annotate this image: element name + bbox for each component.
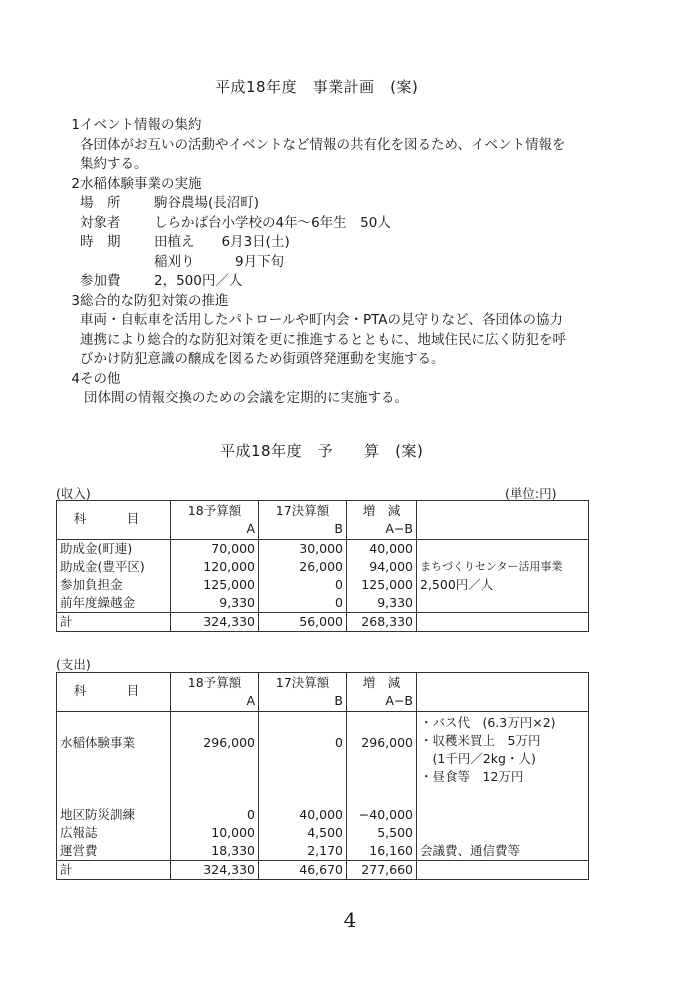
plan-item-3-body-line: 車両・自転車を活用したパトロールや町内会・PTAの見守りなど、各団体の協力 [80,312,564,328]
detail-value: 田植え 6月3日(土) [154,234,290,250]
table-row [57,594,589,613]
plan-item-4-heading [58,370,578,390]
cell-note [417,540,589,559]
cell-b: 56,000 [259,613,347,632]
plan-item-3-body-line: 連携により総合的な防犯対策を更に推進するとともに、地域住民に広く防犯を呼 [80,331,566,348]
note-line: ・バス代 (6.3万円×2) [420,715,556,730]
cell-a: 18,330 [171,842,259,861]
unit-label: (単位:円) [505,486,557,501]
cell-a: 70,000 [171,540,259,559]
cell-b: 2,170 [259,842,347,861]
expense-caption: (支出) [56,657,91,672]
cell-a: 120,000 [171,558,259,576]
header-subject: 科 目 [57,673,171,712]
cell-subject: 計 [57,613,171,632]
plan-list [58,116,578,409]
plan-item-4-body-line: 団体間の情報交換のための会議を定期的に実施する。 [84,390,408,406]
cell-note: 2,500円／人 [417,576,589,594]
cell-c: 5,500 [347,824,417,842]
cell-a: 296,000 [171,712,259,807]
cell-c: 94,000 [347,558,417,576]
cell-note: まちづくりセンター活用事業 [417,558,589,576]
header-note [417,673,589,712]
cell-note [417,861,589,880]
expense-table [56,672,589,880]
cell-c: 40,000 [347,540,417,559]
cell-c: 277,660 [347,861,417,880]
table-row [57,806,589,824]
detail-value: しらかば台小学校の4年～6年生 50人 [154,214,391,231]
table-row [57,824,589,842]
item-heading: その他 [80,370,121,387]
item-number: 3 [71,292,80,309]
table-row [57,842,589,861]
income-table [56,500,589,632]
cell-note: 会議費、通信費等 [417,842,589,861]
detail-row [58,194,578,214]
item-heading: イベント情報の集約 [80,117,202,133]
cell-c: 9,330 [347,594,417,613]
plan-item-3-heading [58,292,578,312]
cell-b: 0 [259,576,347,594]
plan-item-1-heading [58,116,578,136]
item-number: 2 [71,175,80,192]
detail-value: 稲刈り 9月下旬 [154,253,285,270]
cell-subject: 計 [57,861,171,880]
cell-note [417,712,589,807]
item-number: 1 [71,117,80,133]
page-number: 4 [343,908,357,932]
cell-note [417,594,589,613]
header-b: 17決算額 B [259,673,347,712]
cell-c: 16,160 [347,842,417,861]
cell-note [417,824,589,842]
item-number: 4 [71,370,80,387]
table-row [57,576,589,594]
header-c: 増 減 A−B [347,673,417,712]
cell-b: 4,500 [259,824,347,842]
table-row [57,558,589,576]
cell-b: 46,670 [259,861,347,880]
note-line: (1千円／2kg・人) [420,751,536,766]
cell-b: 0 [259,712,347,807]
cell-a: 9,330 [171,594,259,613]
cell-subject: 運営費 [57,842,171,861]
cell-subject: 地区防災訓練 [57,806,171,824]
cell-c: 125,000 [347,576,417,594]
cell-subject: 広報誌 [57,824,171,842]
header-subject: 科 目 [57,501,171,540]
item-heading: 総合的な防犯対策の推進 [80,292,229,309]
table-header-row [57,673,589,712]
header-b: 17決算額 B [259,501,347,540]
table-total-row [57,861,589,880]
cell-a: 0 [171,806,259,824]
detail-label: 参加費 [80,273,121,289]
plan-item-3-body-line: びかけ防犯意識の醸成を図るため街頭啓発運動を実施する。 [80,351,445,367]
detail-value: 2，500円／人 [154,273,243,289]
detail-value: 駒谷農場(長沼町) [154,195,260,211]
detail-label: 対象者 [80,214,121,231]
cell-subject: 前年度繰越金 [57,594,171,613]
cell-b: 30,000 [259,540,347,559]
cell-subject: 水稲体験事業 [57,712,171,807]
budget-title: 平成18年度 予 算 (案) [220,442,424,460]
cell-subject: 参加負担金 [57,576,171,594]
header-c: 増 減 A−B [347,501,417,540]
detail-row [58,272,578,292]
cell-subject: 助成金(町連) [57,540,171,559]
cell-note [417,806,589,824]
cell-b: 26,000 [259,558,347,576]
note-line: ・昼食等 12万円 [420,769,524,784]
detail-row [58,214,578,234]
cell-a: 324,330 [171,861,259,880]
income-caption: (収入) [56,486,91,501]
header-a: 18予算額 A [171,673,259,712]
note-line: ・収穫米買上 5万円 [420,733,541,748]
cell-a: 324,330 [171,613,259,632]
cell-note [417,613,589,632]
plan-item-1-body-line: 集約する。 [80,156,148,172]
detail-label [80,253,154,273]
detail-label: 時 期 [80,234,121,250]
cell-c: 296,000 [347,712,417,807]
detail-label: 場 所 [80,195,121,211]
item-heading: 水稲体験事業の実施 [80,175,202,192]
cell-b: 40,000 [259,806,347,824]
plan-item-2-heading [58,175,578,195]
cell-subject: 助成金(豊平区) [57,558,171,576]
cell-b: 0 [259,594,347,613]
cell-a: 10,000 [171,824,259,842]
detail-row [58,253,578,273]
header-a: 18予算額 A [171,501,259,540]
header-note [417,501,589,540]
cell-c: −40,000 [347,806,417,824]
table-total-row [57,613,589,632]
detail-row [58,233,578,253]
plan-title: 平成18年度 事業計画 (案) [215,78,419,96]
table-header-row [57,501,589,540]
cell-a: 125,000 [171,576,259,594]
table-row [57,712,589,807]
table-row [57,540,589,559]
plan-item-1-body-line: 各団体がお互いの活動やイベントなど情報の共有化を図るため、イベント情報を [80,136,566,153]
cell-c: 268,330 [347,613,417,632]
